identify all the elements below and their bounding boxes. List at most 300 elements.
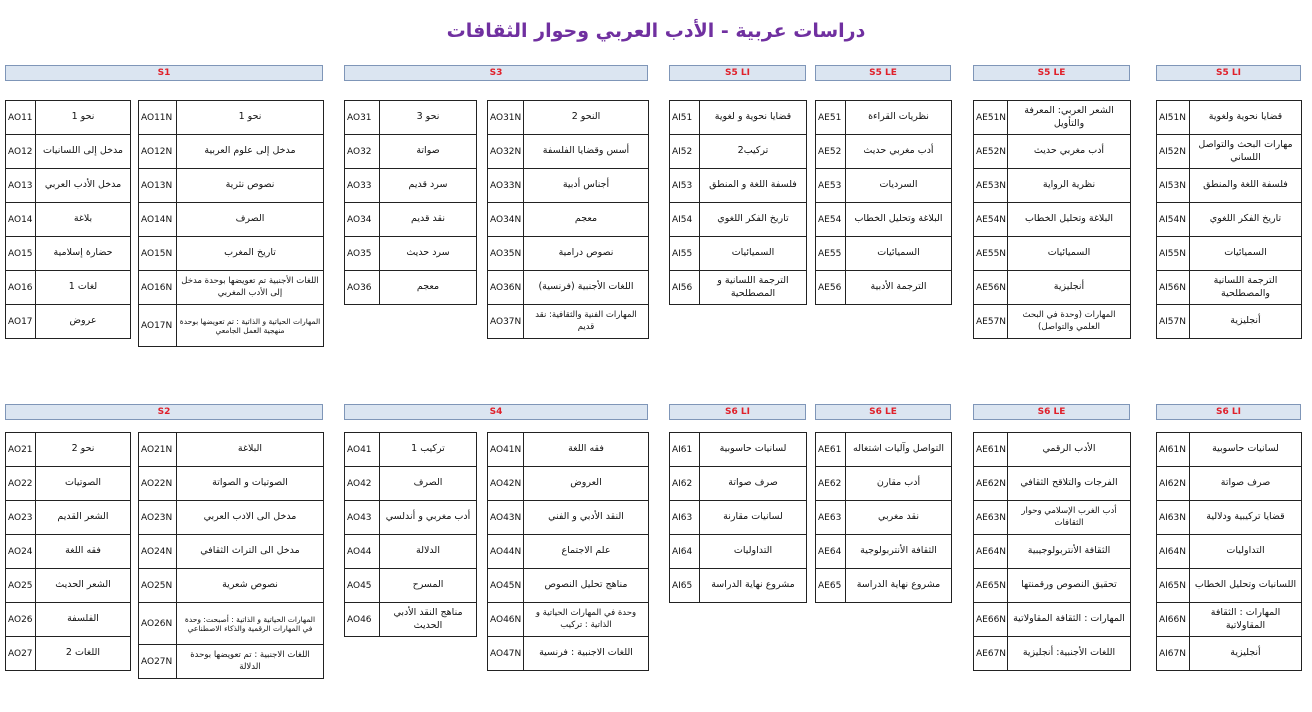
module-row bbox=[670, 203, 807, 237]
module-code: AO26 bbox=[6, 603, 36, 637]
module-name: مناهج تحليل النصوص bbox=[524, 569, 649, 603]
module-table-s2-new bbox=[138, 432, 324, 679]
module-code: AO31N bbox=[488, 101, 524, 135]
header-s6-le-a: S6 LE bbox=[815, 404, 951, 420]
module-row bbox=[6, 603, 131, 637]
header-s5-le-a: S5 LE bbox=[815, 65, 951, 81]
module-code: AO21N bbox=[139, 433, 177, 467]
header-s4: S4 bbox=[344, 404, 648, 420]
module-name: المهارات (وحدة في البحث العلمي والتواصل) bbox=[1008, 305, 1131, 339]
module-name: مدخل إلى اللسانيات bbox=[36, 135, 131, 169]
module-code: AO46 bbox=[345, 603, 380, 637]
module-row bbox=[139, 305, 324, 347]
module-code: AI53N bbox=[1157, 169, 1190, 203]
module-code: AI66N bbox=[1157, 603, 1190, 637]
module-name: نصوص درامية bbox=[524, 237, 649, 271]
module-code: AE62N bbox=[974, 467, 1008, 501]
module-code: AI64 bbox=[670, 535, 700, 569]
module-code: AE51 bbox=[816, 101, 846, 135]
module-name: التواصل وآليات اشتغاله bbox=[846, 433, 952, 467]
module-name: التداوليات bbox=[1190, 535, 1302, 569]
module-name: سرد حديث bbox=[380, 237, 477, 271]
module-code: AO35 bbox=[345, 237, 380, 271]
module-code: AI65N bbox=[1157, 569, 1190, 603]
module-row bbox=[670, 237, 807, 271]
module-row bbox=[139, 467, 324, 501]
module-table-s1-old bbox=[5, 100, 131, 339]
module-name: مدخل الى التراث الثقافي bbox=[177, 535, 324, 569]
module-name: قضايا نحوية ولغوية bbox=[1190, 101, 1302, 135]
module-name: السميائيات bbox=[1008, 237, 1131, 271]
module-row bbox=[1157, 433, 1302, 467]
module-row bbox=[6, 569, 131, 603]
module-row bbox=[816, 467, 952, 501]
module-row bbox=[974, 501, 1131, 535]
module-code: AO32N bbox=[488, 135, 524, 169]
module-row bbox=[974, 569, 1131, 603]
module-code: AE57N bbox=[974, 305, 1008, 339]
module-row bbox=[1157, 237, 1302, 271]
module-name: الترجمة الأدبية bbox=[846, 271, 952, 305]
module-code: AE63N bbox=[974, 501, 1008, 535]
module-name: نظرية الرواية bbox=[1008, 169, 1131, 203]
module-row bbox=[488, 101, 649, 135]
module-code: AO36N bbox=[488, 271, 524, 305]
module-code: AO17N bbox=[139, 305, 177, 347]
module-row bbox=[345, 135, 477, 169]
header-s6-li-a: S6 LI bbox=[669, 404, 806, 420]
module-code: AO31 bbox=[345, 101, 380, 135]
module-code: AI64N bbox=[1157, 535, 1190, 569]
module-name: أدب مغربي حديث bbox=[1008, 135, 1131, 169]
module-code: AO47N bbox=[488, 637, 524, 671]
module-code: AI54 bbox=[670, 203, 700, 237]
module-row bbox=[1157, 569, 1302, 603]
module-row bbox=[345, 237, 477, 271]
module-code: AE52 bbox=[816, 135, 846, 169]
module-row bbox=[670, 101, 807, 135]
module-code: AE64N bbox=[974, 535, 1008, 569]
module-code: AE53N bbox=[974, 169, 1008, 203]
module-name: الشعر الحديث bbox=[36, 569, 131, 603]
header-s3: S3 bbox=[344, 65, 648, 81]
module-row bbox=[488, 535, 649, 569]
module-code: AO33 bbox=[345, 169, 380, 203]
module-table-s5-le-old bbox=[815, 100, 952, 305]
module-row bbox=[139, 603, 324, 645]
module-row bbox=[670, 135, 807, 169]
module-row bbox=[488, 501, 649, 535]
module-code: AI55 bbox=[670, 237, 700, 271]
module-code: AO15 bbox=[6, 237, 36, 271]
module-name: تركيب 1 bbox=[380, 433, 477, 467]
module-row bbox=[139, 203, 324, 237]
module-row bbox=[816, 101, 952, 135]
module-code: AO14 bbox=[6, 203, 36, 237]
module-row bbox=[816, 433, 952, 467]
module-row bbox=[1157, 135, 1302, 169]
module-row bbox=[670, 501, 807, 535]
module-code: AO43N bbox=[488, 501, 524, 535]
module-code: AE54 bbox=[816, 203, 846, 237]
module-row bbox=[1157, 101, 1302, 135]
module-row bbox=[6, 501, 131, 535]
module-name: المهارات : الثقافة المقاولاتية bbox=[1190, 603, 1302, 637]
module-code: AO42 bbox=[345, 467, 380, 501]
module-name: البلاغة وتحليل الخطاب bbox=[1008, 203, 1131, 237]
module-code: AO44N bbox=[488, 535, 524, 569]
module-row bbox=[670, 433, 807, 467]
module-row bbox=[488, 569, 649, 603]
module-name: سرد قديم bbox=[380, 169, 477, 203]
module-row bbox=[139, 433, 324, 467]
module-code: AO37N bbox=[488, 305, 524, 339]
module-name: عروض bbox=[36, 305, 131, 339]
module-name: اللغات 2 bbox=[36, 637, 131, 671]
module-row bbox=[816, 535, 952, 569]
module-row bbox=[139, 535, 324, 569]
module-name: تاريخ المغرب bbox=[177, 237, 324, 271]
module-row bbox=[139, 135, 324, 169]
module-name: فقه اللغة bbox=[524, 433, 649, 467]
module-row bbox=[974, 305, 1131, 339]
module-name: السميائيات bbox=[1190, 237, 1302, 271]
module-code: AO21 bbox=[6, 433, 36, 467]
module-row bbox=[345, 203, 477, 237]
module-name: صرف صواتة bbox=[700, 467, 807, 501]
module-row bbox=[1157, 271, 1302, 305]
module-code: AI51N bbox=[1157, 101, 1190, 135]
module-name: حضارة إسلامية bbox=[36, 237, 131, 271]
module-row bbox=[139, 569, 324, 603]
module-row bbox=[1157, 535, 1302, 569]
module-row bbox=[139, 501, 324, 535]
header-s1: S1 bbox=[5, 65, 323, 81]
module-name: فقه اللغة bbox=[36, 535, 131, 569]
module-row bbox=[488, 305, 649, 339]
module-name: صواتة bbox=[380, 135, 477, 169]
module-name: نصوص نثرية bbox=[177, 169, 324, 203]
module-code: AO45N bbox=[488, 569, 524, 603]
module-row bbox=[1157, 603, 1302, 637]
module-table-s5-le-new bbox=[973, 100, 1131, 339]
module-name: النحو 2 bbox=[524, 101, 649, 135]
module-code: AO16N bbox=[139, 271, 177, 305]
module-name: معجم bbox=[524, 203, 649, 237]
module-name: الفلسفة bbox=[36, 603, 131, 637]
module-code: AI52 bbox=[670, 135, 700, 169]
module-name: لسانيات مقارنة bbox=[700, 501, 807, 535]
module-code: AI53 bbox=[670, 169, 700, 203]
module-name: الصوتيات و الصواتة bbox=[177, 467, 324, 501]
module-code: AO32 bbox=[345, 135, 380, 169]
module-name: تركيب2 bbox=[700, 135, 807, 169]
module-name: نظريات القراءة bbox=[846, 101, 952, 135]
module-row bbox=[345, 433, 477, 467]
module-code: AE54N bbox=[974, 203, 1008, 237]
module-name: النقد الأدبي و الفني bbox=[524, 501, 649, 535]
module-code: AE65 bbox=[816, 569, 846, 603]
module-name: اللسانيات وتحليل الخطاب bbox=[1190, 569, 1302, 603]
module-table-s6-le-old bbox=[815, 432, 952, 603]
module-name: المهارات : الثقافة المقاولاتية bbox=[1008, 603, 1131, 637]
module-code: AI56 bbox=[670, 271, 700, 305]
module-table-s6-le-new bbox=[973, 432, 1131, 671]
module-name: المهارات الحياتية و الذاتية : أصبحت: وحدة في المهارات الرقمية والذكاء الاصطناعي bbox=[177, 603, 324, 645]
module-row bbox=[974, 433, 1131, 467]
module-name: الشعر القديم bbox=[36, 501, 131, 535]
module-code: AO43 bbox=[345, 501, 380, 535]
module-row bbox=[488, 135, 649, 169]
module-table-s5-li-new bbox=[1156, 100, 1302, 339]
module-row bbox=[139, 271, 324, 305]
module-row bbox=[6, 203, 131, 237]
module-code: AE66N bbox=[974, 603, 1008, 637]
module-row bbox=[139, 645, 324, 679]
module-name: الثقافة الأنتربولوجيبية bbox=[1008, 535, 1131, 569]
module-code: AO41N bbox=[488, 433, 524, 467]
module-row bbox=[6, 135, 131, 169]
module-name: مهارات البحث والتواصل اللساني bbox=[1190, 135, 1302, 169]
header-s5-li-b: S5 LI bbox=[1156, 65, 1301, 81]
module-row bbox=[974, 135, 1131, 169]
module-code: AI57N bbox=[1157, 305, 1190, 339]
module-code: AE61N bbox=[974, 433, 1008, 467]
module-code: AO13 bbox=[6, 169, 36, 203]
module-name: تحقيق النصوص ورقمنتها bbox=[1008, 569, 1131, 603]
module-name: الترجمة اللسانية و المصطلحية bbox=[700, 271, 807, 305]
module-code: AE53 bbox=[816, 169, 846, 203]
module-row bbox=[345, 101, 477, 135]
module-code: AE65N bbox=[974, 569, 1008, 603]
module-name: اللغات الأجنبية تم تعويضها بوحدة مدخل إلى الأدب المغربي bbox=[177, 271, 324, 305]
module-row bbox=[6, 535, 131, 569]
module-code: AO12 bbox=[6, 135, 36, 169]
module-name: لغات 1 bbox=[36, 271, 131, 305]
module-code: AE51N bbox=[974, 101, 1008, 135]
module-name: صرف صواتة bbox=[1190, 467, 1302, 501]
module-row bbox=[6, 169, 131, 203]
module-code: AI62 bbox=[670, 467, 700, 501]
module-code: AI67N bbox=[1157, 637, 1190, 671]
module-row bbox=[1157, 169, 1302, 203]
module-code: AI63N bbox=[1157, 501, 1190, 535]
module-row bbox=[816, 501, 952, 535]
module-row bbox=[345, 271, 477, 305]
module-name: المهارات الحياتية و الذاتية : تم تعويضها بوحدة منهجية العمل الجامعي bbox=[177, 305, 324, 347]
module-name: الفرجات والتلاقح الثقافي bbox=[1008, 467, 1131, 501]
module-code: AO25N bbox=[139, 569, 177, 603]
module-row bbox=[6, 433, 131, 467]
module-row bbox=[974, 271, 1131, 305]
module-name: مشروع نهاية الدراسة bbox=[700, 569, 807, 603]
module-name: أنجليزية bbox=[1190, 305, 1302, 339]
module-name: نقد مغربي bbox=[846, 501, 952, 535]
module-code: AO22N bbox=[139, 467, 177, 501]
module-row bbox=[139, 169, 324, 203]
module-name: أدب مغربي حديث bbox=[846, 135, 952, 169]
module-row bbox=[488, 237, 649, 271]
module-name: لسانيات حاسوبية bbox=[700, 433, 807, 467]
module-name: البلاغة وتحليل الخطاب bbox=[846, 203, 952, 237]
module-row bbox=[1157, 203, 1302, 237]
module-name: أدب مغربي و أندلسي bbox=[380, 501, 477, 535]
module-code: AO15N bbox=[139, 237, 177, 271]
module-row bbox=[974, 603, 1131, 637]
module-row bbox=[139, 237, 324, 271]
module-table-s4-new bbox=[487, 432, 649, 671]
module-name: فلسفة اللغة والمنطق bbox=[1190, 169, 1302, 203]
module-code: AI54N bbox=[1157, 203, 1190, 237]
module-row bbox=[6, 467, 131, 501]
module-name: اللغات الاجنبية : تم تعويضها بوحدة الدلالة bbox=[177, 645, 324, 679]
module-code: AI51 bbox=[670, 101, 700, 135]
module-code: AO16 bbox=[6, 271, 36, 305]
module-name: معجم bbox=[380, 271, 477, 305]
module-name: اللغات الأجنبية: أنجليزية bbox=[1008, 637, 1131, 671]
module-code: AO24 bbox=[6, 535, 36, 569]
module-code: AE56N bbox=[974, 271, 1008, 305]
module-row bbox=[670, 569, 807, 603]
module-code: AO23N bbox=[139, 501, 177, 535]
module-name: نحو 3 bbox=[380, 101, 477, 135]
module-row bbox=[1157, 637, 1302, 671]
module-table-s4-old bbox=[344, 432, 477, 637]
module-code: AI61 bbox=[670, 433, 700, 467]
module-name: السميائيات bbox=[700, 237, 807, 271]
module-table-s3-old bbox=[344, 100, 477, 305]
module-row bbox=[670, 169, 807, 203]
module-name: السرديات bbox=[846, 169, 952, 203]
module-name: المهارات الفنية والثقافية: نقد قديم bbox=[524, 305, 649, 339]
module-table-s1-new bbox=[138, 100, 324, 347]
module-table-s5-li-old bbox=[669, 100, 807, 305]
module-code: AI52N bbox=[1157, 135, 1190, 169]
module-name: الترجمة اللسانية والمصطلحية bbox=[1190, 271, 1302, 305]
module-name: التداوليات bbox=[700, 535, 807, 569]
module-row bbox=[974, 467, 1131, 501]
module-code: AE64 bbox=[816, 535, 846, 569]
module-name: البلاغة bbox=[177, 433, 324, 467]
module-name: الثقافة الأنتربولوجية bbox=[846, 535, 952, 569]
module-code: AE62 bbox=[816, 467, 846, 501]
module-code: AO34 bbox=[345, 203, 380, 237]
module-code: AE52N bbox=[974, 135, 1008, 169]
header-s5-le-b: S5 LE bbox=[973, 65, 1130, 81]
module-code: AI62N bbox=[1157, 467, 1190, 501]
module-row bbox=[6, 305, 131, 339]
module-code: AO35N bbox=[488, 237, 524, 271]
module-row bbox=[345, 467, 477, 501]
module-code: AI55N bbox=[1157, 237, 1190, 271]
module-code: AO24N bbox=[139, 535, 177, 569]
module-code: AO44 bbox=[345, 535, 380, 569]
module-row bbox=[345, 501, 477, 535]
module-row bbox=[488, 433, 649, 467]
module-code: AO26N bbox=[139, 603, 177, 645]
module-row bbox=[488, 637, 649, 671]
module-name: قضايا تركيبية ودلالية bbox=[1190, 501, 1302, 535]
module-row bbox=[974, 169, 1131, 203]
module-row bbox=[670, 535, 807, 569]
module-name: أجناس أدبية bbox=[524, 169, 649, 203]
module-row bbox=[974, 535, 1131, 569]
module-name: العروض bbox=[524, 467, 649, 501]
module-row bbox=[974, 101, 1131, 135]
module-name: المسرح bbox=[380, 569, 477, 603]
module-name: نحو 1 bbox=[177, 101, 324, 135]
module-row bbox=[816, 237, 952, 271]
module-name: مدخل الى الادب العربي bbox=[177, 501, 324, 535]
module-row bbox=[816, 271, 952, 305]
module-name: وحدة في المهارات الحياتية و الذاتية : تركيب bbox=[524, 603, 649, 637]
module-row bbox=[816, 135, 952, 169]
module-name: اللغات الأجنبية (فرنسية) bbox=[524, 271, 649, 305]
module-name: مدخل الأدب العربي bbox=[36, 169, 131, 203]
module-row bbox=[6, 271, 131, 305]
module-row bbox=[488, 467, 649, 501]
module-code: AO41 bbox=[345, 433, 380, 467]
module-row bbox=[345, 569, 477, 603]
module-row bbox=[670, 271, 807, 305]
module-code: AE55 bbox=[816, 237, 846, 271]
module-code: AO22 bbox=[6, 467, 36, 501]
module-name: مشروع نهاية الدراسة bbox=[846, 569, 952, 603]
module-row bbox=[6, 637, 131, 671]
module-name: نحو 1 bbox=[36, 101, 131, 135]
module-code: AO46N bbox=[488, 603, 524, 637]
module-row bbox=[1157, 501, 1302, 535]
module-table-s3-new bbox=[487, 100, 649, 339]
header-s6-li-b: S6 LI bbox=[1156, 404, 1301, 420]
module-name: أسس وقضايا الفلسفة bbox=[524, 135, 649, 169]
module-code: AI65 bbox=[670, 569, 700, 603]
module-row bbox=[974, 203, 1131, 237]
module-name: نحو 2 bbox=[36, 433, 131, 467]
module-row bbox=[345, 603, 477, 637]
module-table-s6-li-new bbox=[1156, 432, 1302, 671]
module-name: علم الاجتماع bbox=[524, 535, 649, 569]
module-code: AO45 bbox=[345, 569, 380, 603]
module-code: AO17 bbox=[6, 305, 36, 339]
module-row bbox=[816, 203, 952, 237]
module-name: مناهج النقد الأدبي الحديث bbox=[380, 603, 477, 637]
module-code: AO25 bbox=[6, 569, 36, 603]
module-code: AO27N bbox=[139, 645, 177, 679]
module-code: AO11N bbox=[139, 101, 177, 135]
module-row bbox=[488, 203, 649, 237]
module-row bbox=[488, 603, 649, 637]
module-code: AO14N bbox=[139, 203, 177, 237]
module-name: الصرف bbox=[380, 467, 477, 501]
module-code: AE55N bbox=[974, 237, 1008, 271]
module-code: AO23 bbox=[6, 501, 36, 535]
module-name: بلاغة bbox=[36, 203, 131, 237]
module-name: الدلالة bbox=[380, 535, 477, 569]
header-s2: S2 bbox=[5, 404, 323, 420]
module-code: AE61 bbox=[816, 433, 846, 467]
module-row bbox=[6, 101, 131, 135]
module-name: تاريخ الفكر اللغوي bbox=[700, 203, 807, 237]
module-name: فلسفة اللغة و المنطق bbox=[700, 169, 807, 203]
module-code: AE67N bbox=[974, 637, 1008, 671]
module-code: AO42N bbox=[488, 467, 524, 501]
module-name: أدب الغرب الإسلامي وحوار الثقافات bbox=[1008, 501, 1131, 535]
module-code: AO33N bbox=[488, 169, 524, 203]
module-table-s2-old bbox=[5, 432, 131, 671]
module-name: السميائيات bbox=[846, 237, 952, 271]
module-code: AI56N bbox=[1157, 271, 1190, 305]
